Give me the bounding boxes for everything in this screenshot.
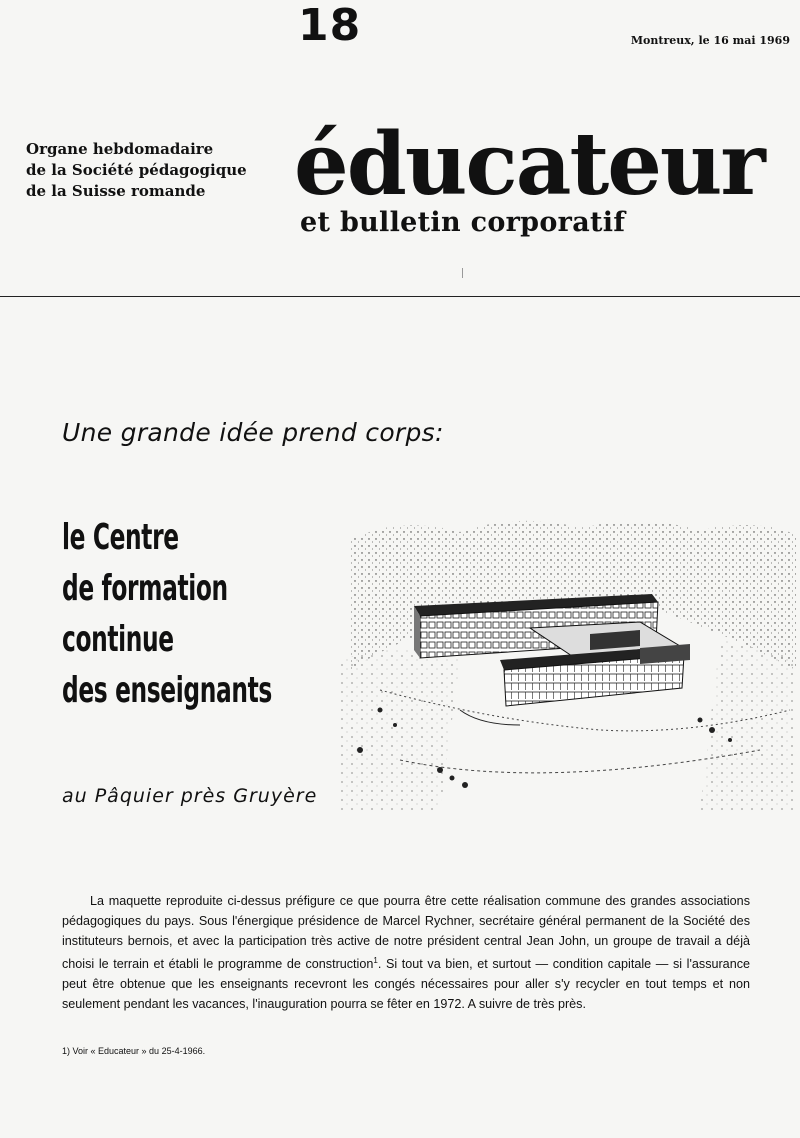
article-body — [62, 891, 750, 1014]
headline-line: de formation — [62, 568, 228, 609]
terrace-edge — [460, 710, 520, 725]
article-location: au Pâquier près Gruyère — [62, 785, 318, 807]
headline-line: continue — [62, 619, 174, 660]
left-foliage — [340, 650, 460, 810]
footnote: 1) Voir « Educateur » du 25-4-1966. — [62, 1046, 206, 1056]
article-headline — [62, 512, 272, 716]
subtitle-line: de la Société pédagogique — [26, 161, 247, 179]
publication-subtitle — [26, 139, 247, 202]
header-divider — [0, 296, 800, 297]
subtitle-line: de la Suisse romande — [26, 182, 206, 200]
article-kicker: Une grande idée prend corps: — [62, 418, 444, 447]
issue-number: 18 — [298, 0, 362, 51]
issue-date: Montreux, le 16 mai 1969 — [630, 34, 790, 47]
masthead-subtitle: et bulletin corporatif — [300, 207, 626, 238]
right-foliage — [700, 640, 796, 810]
margin-tick — [462, 268, 463, 278]
masthead-title: éducateur — [294, 114, 764, 215]
headline-line: le Centre — [62, 517, 179, 558]
body-text-before-note: La maquette reproduite ci-dessus préfigure ce que pourra être cette réalisation commune des grandes associations pédagogiques du pays. Sous l'énergique présidence de Marcel Rychner, secrétaire général permanent de la Société des instituteurs bernois, et avec la participation très active de notre président central Jean John, un groupe de travail a déjà choisi le terrain et établi le programme de construction — [62, 894, 750, 972]
building-illustration — [340, 510, 796, 822]
body-text-after-note: . Si tout va bien, et surtout — condition capitale — si l'assurance peut être obtenue que les enseignants recevront les congés nécessaires pour aller s'y recycler en tout temps et non seulement pendant les vacances, l'inauguration pourra se fêter en 1972. A suivre de très près. — [62, 957, 750, 1012]
subtitle-line: Organe hebdomadaire — [26, 140, 214, 158]
headline-line: des enseignants — [62, 670, 272, 711]
footnote-marker: 1 — [373, 956, 378, 965]
